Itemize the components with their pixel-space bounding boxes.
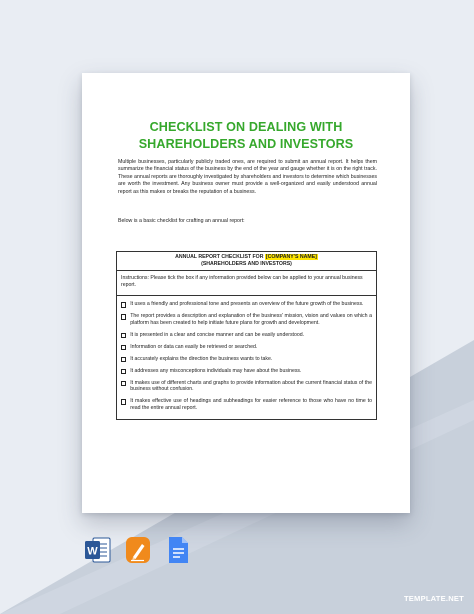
list-item-text: It addresses any misconceptions individuals may have about the business. — [130, 367, 302, 374]
title-line-1: CHECKLIST ON DEALING WITH — [149, 120, 343, 134]
list-item-text: Information or data can easily be retrieved or searched. — [130, 343, 258, 350]
list-item-text: It makes effective use of headings and subheadings for easier reference to those who have no time to read the entire annual report. — [130, 398, 372, 412]
app-icons — [85, 535, 191, 565]
svg-text:W: W — [87, 545, 98, 558]
checklist-table — [116, 251, 377, 420]
list-item-text: The report provides a description and explanation of the business' mission, vision and values on which a platform has been created to help initiate future plans for growth and development. — [130, 313, 372, 326]
instructions-cell — [117, 271, 377, 296]
word-icon[interactable] — [85, 535, 111, 565]
google-docs-icon[interactable] — [165, 535, 191, 565]
list-item-text: It makes use of different charts and graphs to provide information about the current financial status of the business without confusion. — [130, 379, 372, 393]
header-subtitle: (SHAREHOLDERS AND INVESTORS) — [201, 260, 292, 267]
list-item — [121, 313, 372, 326]
list-item — [121, 301, 372, 308]
checkbox[interactable] — [121, 314, 126, 319]
list-item — [121, 380, 372, 393]
list-item — [121, 344, 372, 351]
list-item — [121, 356, 372, 363]
checkbox[interactable] — [121, 357, 126, 362]
header-prefix: ANNUAL REPORT CHECKLIST FOR — [175, 254, 265, 260]
list-item — [121, 368, 372, 375]
list-item-text: It uses a friendly and professional tone and presents an overview of the future growth of the business. — [130, 301, 364, 308]
intro-paragraph: Multiple businesses, particularly publicly traded ones, are required to submit an annual report. It helps them summarize the financial status of the business by the end of the year and gauge whether it is on the right track. These annual reports are thoroughly investigated by shareholders and investors to determine which businesses are worth the investment. Any business owner must provide a well-organized and easily understood annual report as this makes or breaks the reputation of a business. — [118, 159, 377, 195]
checkbox[interactable] — [121, 302, 126, 307]
lead-sentence: Below is a basic checklist for crafting an annual report: — [118, 218, 245, 224]
document-title — [82, 119, 410, 153]
checkbox[interactable] — [121, 333, 126, 338]
list-item-text: It accurately explains the direction the business wants to take. — [130, 355, 273, 362]
company-name-placeholder: [COMPANY'S NAME] — [265, 254, 317, 260]
checkbox[interactable] — [121, 399, 126, 404]
checklist-items — [117, 296, 377, 419]
watermark: TEMPLATE.NET — [403, 594, 464, 603]
instructions-text: Instructions: Please tick the box if any information provided below can be applied to your annual business report. — [121, 275, 363, 288]
table-header — [117, 252, 377, 271]
title-line-2: SHAREHOLDERS AND INVESTORS — [138, 137, 354, 151]
checkbox[interactable] — [121, 369, 126, 374]
document-page — [82, 73, 410, 513]
list-item-text: It is presented in a clear and concise manner and can be easily understood. — [130, 331, 305, 338]
pages-icon[interactable] — [125, 535, 151, 565]
list-item — [121, 398, 372, 411]
list-item — [121, 332, 372, 339]
checkbox[interactable] — [121, 345, 126, 350]
checkbox[interactable] — [121, 381, 126, 386]
